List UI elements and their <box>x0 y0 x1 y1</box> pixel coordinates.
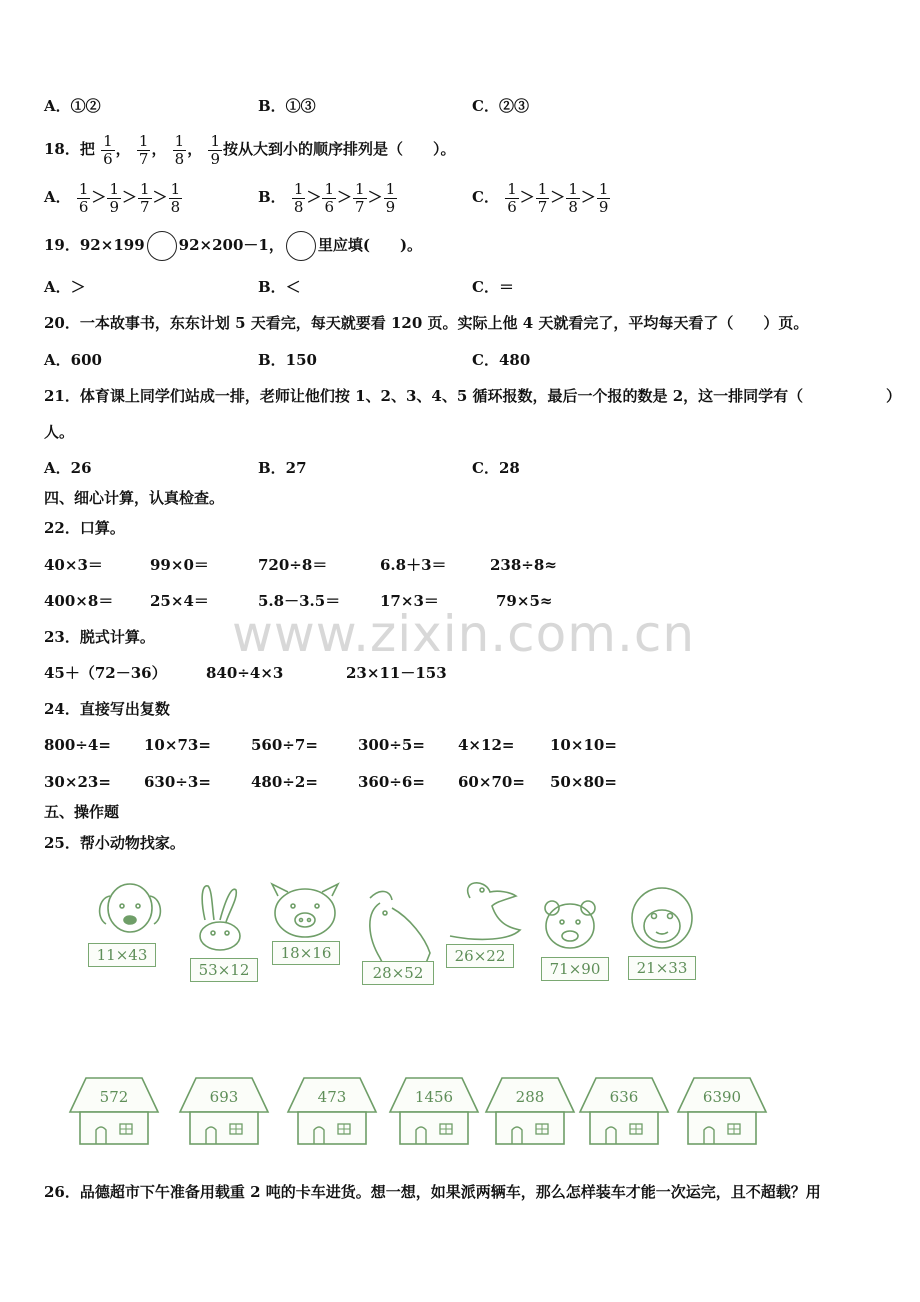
q25-title: 25．帮小动物找家。 <box>44 834 185 852</box>
house-wall <box>496 1112 564 1144</box>
direct-calc-item: 480÷2= <box>251 773 318 791</box>
direct-calc-item: 60×70= <box>458 773 525 791</box>
q17-option-c: C．②③ <box>472 97 529 115</box>
dog-icon <box>100 884 161 932</box>
q18-fraction: $\frac{1}{8}$ <box>174 131 185 168</box>
q21-option-a: A．26 <box>44 459 92 477</box>
oral-calc-item: 238÷8≈ <box>490 556 557 574</box>
q17-option-b: B．①③ <box>258 97 316 115</box>
house-wall <box>190 1112 258 1144</box>
house-wall <box>688 1112 756 1144</box>
q18-fraction: $\frac{1}{7}$ <box>138 131 149 168</box>
q18-suffix: 按从大到小的顺序排列是（ ）。 <box>223 140 456 158</box>
q19-question: 19．92×199 92×200－1， 里应填( )。 <box>44 230 422 261</box>
fraction: $\frac{1}{7}$ <box>355 179 365 216</box>
rabbit-icon <box>200 886 240 950</box>
answer-circle[interactable] <box>147 231 177 261</box>
house-number: 473 <box>317 1088 347 1106</box>
q20-option-c: C．480 <box>472 351 531 369</box>
house-wall <box>400 1112 468 1144</box>
q18-option-c: C． $\frac{1}{6}$ ＞ $\frac{1}{7}$ ＞ $\frac{1}{8}$ ＞ $\frac{1}{9}$ <box>472 179 609 216</box>
q21-question-end: ） <box>886 387 902 405</box>
houses-illustration <box>60 1070 780 1150</box>
q20-question: 20．一本故事书，东东计划 5 天看完，每天就要看 120 页。实际上他 4 天就看完了，平均每天看了（ ）页。 <box>44 314 809 332</box>
fraction: $\frac{1}{6}$ <box>324 179 335 216</box>
section-heading: 四、细心计算，认真检查。 <box>44 489 225 507</box>
watermark: www.zixin.com.cn <box>232 605 696 663</box>
animal-card-bear[interactable]: 71×90 <box>541 957 609 981</box>
q22-title: 22．口算。 <box>44 519 125 537</box>
animal-card-monkey[interactable]: 21×33 <box>628 956 696 980</box>
q23-title: 23．脱式计算。 <box>44 628 155 646</box>
q20-option-a: A．600 <box>44 351 102 369</box>
fraction: $\frac{1}{9}$ <box>598 179 609 216</box>
fraction: $\frac{1}{7}$ <box>140 179 150 216</box>
oral-calc-item: 17×3＝ <box>380 592 439 610</box>
house[interactable] <box>678 1078 766 1144</box>
direct-calc-item: 360÷6= <box>358 773 425 791</box>
section-heading: 五、操作题 <box>44 803 120 821</box>
q21-option-c: C．28 <box>472 459 520 477</box>
house-wall <box>298 1112 366 1144</box>
duck-icon <box>450 883 520 940</box>
house-wall <box>590 1112 658 1144</box>
circle-symbol <box>286 231 316 261</box>
house-number: 288 <box>515 1088 545 1106</box>
animal-card-pig[interactable]: 18×16 <box>272 941 340 965</box>
animal-card-duck[interactable]: 26×22 <box>446 944 514 968</box>
oral-calc-item: 5.8－3.5＝ <box>258 592 341 610</box>
house-number: 636 <box>609 1088 639 1106</box>
q18-fraction: $\frac{1}{6}$ <box>103 131 113 168</box>
direct-calc-item: 50×80= <box>550 773 617 791</box>
q19-option-a: A．＞ <box>44 278 86 296</box>
direct-calc-item: 560÷7= <box>251 736 318 754</box>
oral-calc-item: 99×0＝ <box>150 556 209 574</box>
direct-calc-item: 10×73= <box>144 736 211 754</box>
q21-question-line2: 人。 <box>44 423 75 441</box>
monkey-icon <box>632 888 692 948</box>
fraction: $\frac{1}{7}$ <box>537 179 548 216</box>
direct-calc-item: 300÷5= <box>358 736 425 754</box>
step-calc-item: 840÷4×3 <box>206 664 284 682</box>
house-number: 693 <box>209 1088 239 1106</box>
step-calc-item: 23×11－153 <box>346 664 447 682</box>
house[interactable] <box>486 1078 574 1144</box>
house[interactable] <box>70 1078 158 1144</box>
house-number: 1456 <box>414 1088 454 1106</box>
fraction: $\frac{1}{8}$ <box>568 179 578 216</box>
q18-option-a: A． $\frac{1}{6}$ ＞ $\frac{1}{9}$ ＞ $\frac{1}{7}$ ＞ $\frac{1}{8}$ <box>44 179 181 216</box>
house-number: 6390 <box>702 1088 742 1106</box>
animal-card-dog[interactable]: 11×43 <box>88 943 156 967</box>
bear-icon <box>545 901 595 948</box>
house[interactable] <box>580 1078 668 1144</box>
fraction: $\frac{1}{6}$ <box>507 179 517 216</box>
q20-option-b: B．150 <box>258 351 317 369</box>
q18-prefix: 18．把 <box>44 140 95 158</box>
fraction: $\frac{1}{8}$ <box>170 179 181 216</box>
step-calc-item: 45＋（72－36） <box>44 664 167 682</box>
q18-question: 18．把 $\frac{1}{6}$ ， $\frac{1}{7}$ ， $\frac{1}{8}$ ， $\frac{1}{9}$ 按从大到小的顺序排列是（ ）。 <box>44 131 456 168</box>
direct-calc-item: 10×10= <box>550 736 617 754</box>
q26-question: 26．品德超市下午准备用载重 2 吨的卡车进货。想一想，如果派两辆车，那么怎样装车才能一次运完，且不超载？用 <box>44 1183 821 1201</box>
oral-calc-item: 720÷8＝ <box>258 556 328 574</box>
oral-calc-item: 400×8＝ <box>44 592 114 610</box>
animal-card-goat[interactable]: 28×52 <box>362 961 434 985</box>
direct-calc-item: 800÷4= <box>44 736 111 754</box>
house-wall <box>80 1112 148 1144</box>
fraction: $\frac{1}{8}$ <box>293 179 304 216</box>
q21-question: 21．体育课上同学们站成一排，老师让他们按 1、2、3、4、5 循环报数，最后一个报的数是 2，这一排同学有（ <box>44 387 804 405</box>
fraction: $\frac{1}{9}$ <box>109 179 119 216</box>
q19-option-c: C．＝ <box>472 278 514 296</box>
q21-option-b: B．27 <box>258 459 307 477</box>
direct-calc-item: 4×12= <box>458 736 515 754</box>
oral-calc-item: 79×5≈ <box>496 592 553 610</box>
oral-calc-item: 25×4＝ <box>150 592 209 610</box>
q24-title: 24．直接写出复数 <box>44 700 170 718</box>
q18-fraction: $\frac{1}{9}$ <box>210 131 220 168</box>
oral-calc-item: 40×3＝ <box>44 556 103 574</box>
direct-calc-item: 30×23= <box>44 773 111 791</box>
house[interactable] <box>288 1078 376 1144</box>
q18-option-b: B． $\frac{1}{8}$ ＞ $\frac{1}{6}$ ＞ $\frac{1}{7}$ ＞ $\frac{1}{9}$ <box>258 179 396 216</box>
house-number: 572 <box>99 1088 129 1106</box>
direct-calc-item: 630÷3= <box>144 773 211 791</box>
q19-option-b: B．＜ <box>258 278 301 296</box>
fraction: $\frac{1}{9}$ <box>385 179 396 216</box>
oral-calc-item: 6.8＋3＝ <box>380 556 447 574</box>
q17-option-a: A．①② <box>44 97 101 115</box>
fraction: $\frac{1}{6}$ <box>78 179 89 216</box>
house[interactable] <box>390 1078 478 1144</box>
house[interactable] <box>180 1078 268 1144</box>
pig-icon <box>272 884 338 937</box>
animal-card-rabbit[interactable]: 53×12 <box>190 958 258 982</box>
